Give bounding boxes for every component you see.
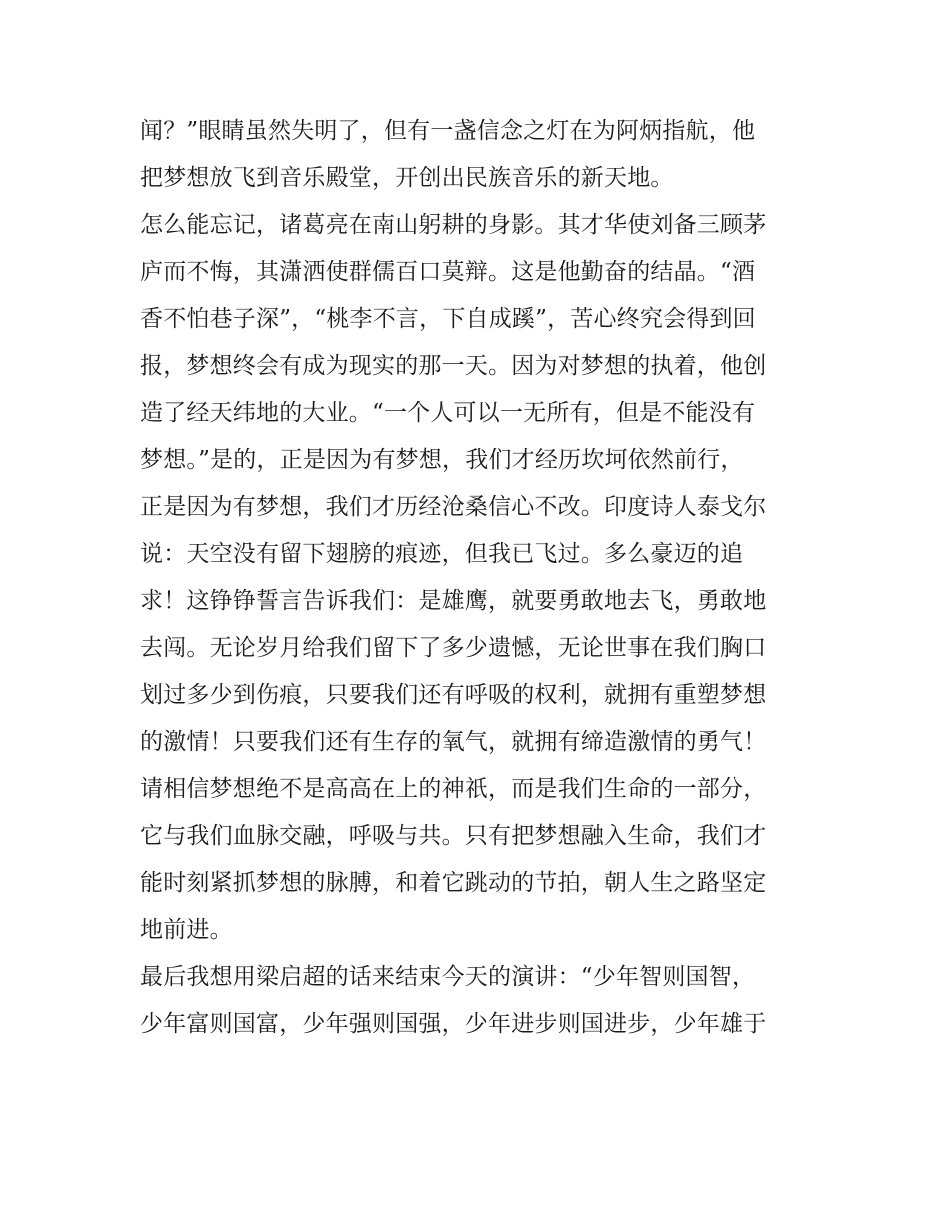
text-line: 地前进。	[140, 917, 233, 943]
text-line: 把梦想放飞到音乐殿堂，开创出民族音乐的新天地。	[140, 165, 674, 191]
text-line: 报，梦想终会有成为现实的那一天。因为对梦想的执着，他创	[140, 353, 767, 379]
text-line: 说：天空没有留下翅膀的痕迹，但我已飞过。多么豪迈的追	[140, 541, 744, 567]
document-body-text	[140, 108, 820, 1048]
text-line: 庐而不悔，其潇洒使群儒百口莫辩。这是他勤奋的结晶。“酒	[140, 259, 756, 285]
text-line: 怎么能忘记，诸葛亮在南山躬耕的身影。其才华使刘备三顾茅	[140, 212, 767, 238]
text-line: 正是因为有梦想，我们才历经沧桑信心不改。印度诗人泰戈尔	[140, 494, 767, 520]
text-line: 请相信梦想绝不是高高在上的神祇，而是我们生命的一部分，	[140, 776, 767, 802]
text-line: 少年富则国富，少年强则国强，少年进步则国进步，少年雄于	[140, 1011, 767, 1037]
text-line: 造了经天纬地的大业。“一个人可以一无所有，但是不能没有	[140, 400, 756, 426]
text-line: 它与我们血脉交融，呼吸与共。只有把梦想融入生命，我们才	[140, 823, 767, 849]
text-line: 梦想。”是的，正是因为有梦想，我们才经历坎坷依然前行，	[140, 447, 744, 473]
text-line: 闻？”眼睛虽然失明了，但有一盏信念之灯在为阿炳指航，他	[140, 118, 756, 144]
text-line: 求！这铮铮誓言告诉我们：是雄鹰，就要勇敢地去飞，勇敢地	[140, 588, 767, 614]
text-line: 去闯。无论岁月给我们留下了多少遗憾，无论世事在我们胸口	[140, 635, 767, 661]
text-line: 划过多少到伤痕，只要我们还有呼吸的权利，就拥有重塑梦想	[140, 682, 767, 708]
text-line: 的激情！只要我们还有生存的氧气，就拥有缔造激情的勇气！	[140, 729, 767, 755]
text-line: 香不怕巷子深”，“桃李不言，下自成蹊”，苦心终究会得到回	[140, 306, 756, 332]
text-line: 最后我想用梁启超的话来结束今天的演讲：“少年智则国智，	[140, 964, 756, 990]
text-line: 能时刻紧抓梦想的脉膊，和着它跳动的节拍，朝人生之路坚定	[140, 870, 767, 896]
